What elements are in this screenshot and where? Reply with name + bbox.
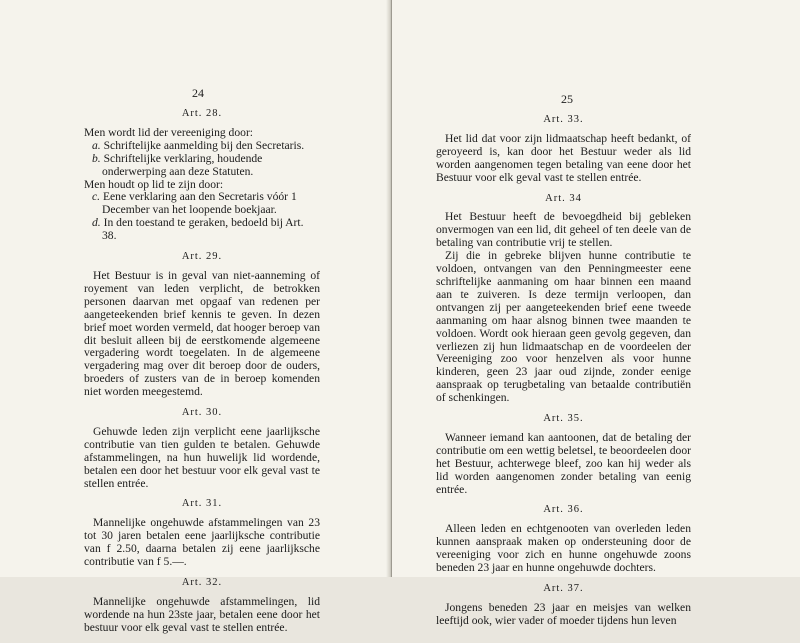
paragraph: Men houdt op lid te zijn door:	[84, 177, 224, 191]
article-heading: Art. 34	[545, 192, 582, 204]
paragraph: Het Bestuur is in geval van niet-aanneming of royement van leden verplicht, de betrokken personen daarvan met opgaaf van redenen per aangeteekenden brief kennis te geven. In dezen brief moet worden vermeld, dat hooger beroep van dit besluit alleen bij de eerstkomende algemeene vergadering wordt toegelaten. In de algemeene vergadering mag over dit beroep door de ouders, broeders of zusters van de in beroep komenden niet worden meegestemd.	[84, 268, 320, 399]
right-page	[392, 0, 800, 627]
right-text-column	[436, 114, 691, 636]
article-29	[84, 251, 320, 399]
left-text-column	[84, 108, 320, 643]
article-heading: Art. 36.	[543, 504, 584, 516]
list-item: b. Schriftelijke verklaring, houdende onderwerping aan deze Statuten.	[92, 151, 263, 178]
list-item: a. Schriftelijke aanmelding bij den Secretaris.	[92, 138, 305, 152]
page-number: 24	[192, 86, 204, 100]
paragraph: Het Bestuur heeft de bevoegdheid bij gebleken onvermogen van een lid, dit geheel of ten deele van de betaling van contributie vrij te stellen.	[436, 210, 691, 250]
article-33	[436, 114, 691, 185]
left-page	[0, 0, 392, 634]
article-heading: Art. 28.	[181, 108, 223, 119]
paragraph: Zij die in gebreke blijven hunne contributie te voldoen, ontvangen van den Penningmeester eene schriftelijke aanmaning om haar binnen een maand aan te zuiveren. Is deze termijn verloopen, dan ontvangen zij per aangeteekenden brief eene tweede aanmaning om haar alsnog binnen twee maanden te voldoen. Wordt ook hieraan geen gevolg gegeven, dan verliezen zij hun lidmaatschap en de voordeelen der Vereeniging zoo voor henzelven als voor hunne kinderen, geen 23 jaar oud zijnde, zonder eenige aanspraak op terugbetaling van betaalde contributiën of schenkingen.	[436, 249, 691, 405]
article-37	[436, 583, 691, 628]
paragraph: Jongens beneden 23 jaar en meisjes van welken leeftijd ook, wier vader of moeder tijdens hun leven	[436, 600, 691, 627]
page-number: 25	[561, 92, 573, 106]
article-heading: Art. 29.	[181, 251, 223, 263]
article-heading: Art. 37.	[543, 583, 584, 594]
article-36	[436, 504, 691, 575]
list-item: c. Eene verklaring aan den Secretaris vóór 1 December van het loopende boekjaar.	[92, 190, 297, 217]
article-heading: Art. 32.	[181, 577, 223, 588]
article-31	[84, 498, 320, 569]
article-32	[84, 577, 320, 635]
article-34	[436, 193, 691, 406]
article-35	[436, 413, 691, 496]
paragraph: Het lid dat voor zijn lidmaatschap heeft bedankt, of geroyeerd is, kan door het Bestuur weder als lid worden aangenomen tegen betaling van eene door het Bestuur voor elk geval vast te stellen entrée.	[436, 131, 691, 184]
paragraph: Men wordt lid der vereeniging door:	[84, 125, 254, 139]
article-30	[84, 407, 320, 490]
paragraph: Gehuwde leden zijn verplicht eene jaarlijksche contributie van tien gulden te betalen. Gehuwde afstammelingen, na hun huwelijk lid wordende, betalen een door het bestuur voor elk geval vast te stellen entrée.	[84, 424, 320, 490]
article-heading: Art. 30.	[181, 407, 223, 419]
paragraph: Alleen leden en echtgenooten van overleden leden kunnen aanspraak maken op ondersteuning door de vereeniging voor zich en hunne ongehuwde zoons beneden 23 jaar en hunne ongehuwde dochters.	[436, 522, 691, 575]
article-heading: Art. 33.	[543, 114, 584, 125]
paragraph: Mannelijke ongehuwde afstammelingen van 23 tot 30 jaren betalen eene jaarlijksche contributie van f 2.50, daarna betalen zij eene jaarlijksche contributie van f 5.—.	[84, 516, 320, 569]
article-heading: Art. 31.	[181, 498, 223, 510]
paragraph: Wanneer iemand kan aantoonen, dat de betaling der contributie om een wettig beletsel, te beoordeelen door het Bestuur, achterwege bleef, zoo kan hij weder als lid worden aangenomen zonder betaling van eenig entrée.	[436, 430, 691, 496]
article-heading: Art. 35.	[543, 413, 584, 425]
paragraph: Mannelijke ongehuwde afstammelingen, lid wordende na hun 23ste jaar, betalen eene door het bestuur voor elk geval vast te stellen entrée.	[84, 594, 320, 634]
list-item: d. In den toestand te geraken, bedoeld bij Art. 38.	[92, 216, 304, 243]
article-28	[84, 108, 320, 243]
